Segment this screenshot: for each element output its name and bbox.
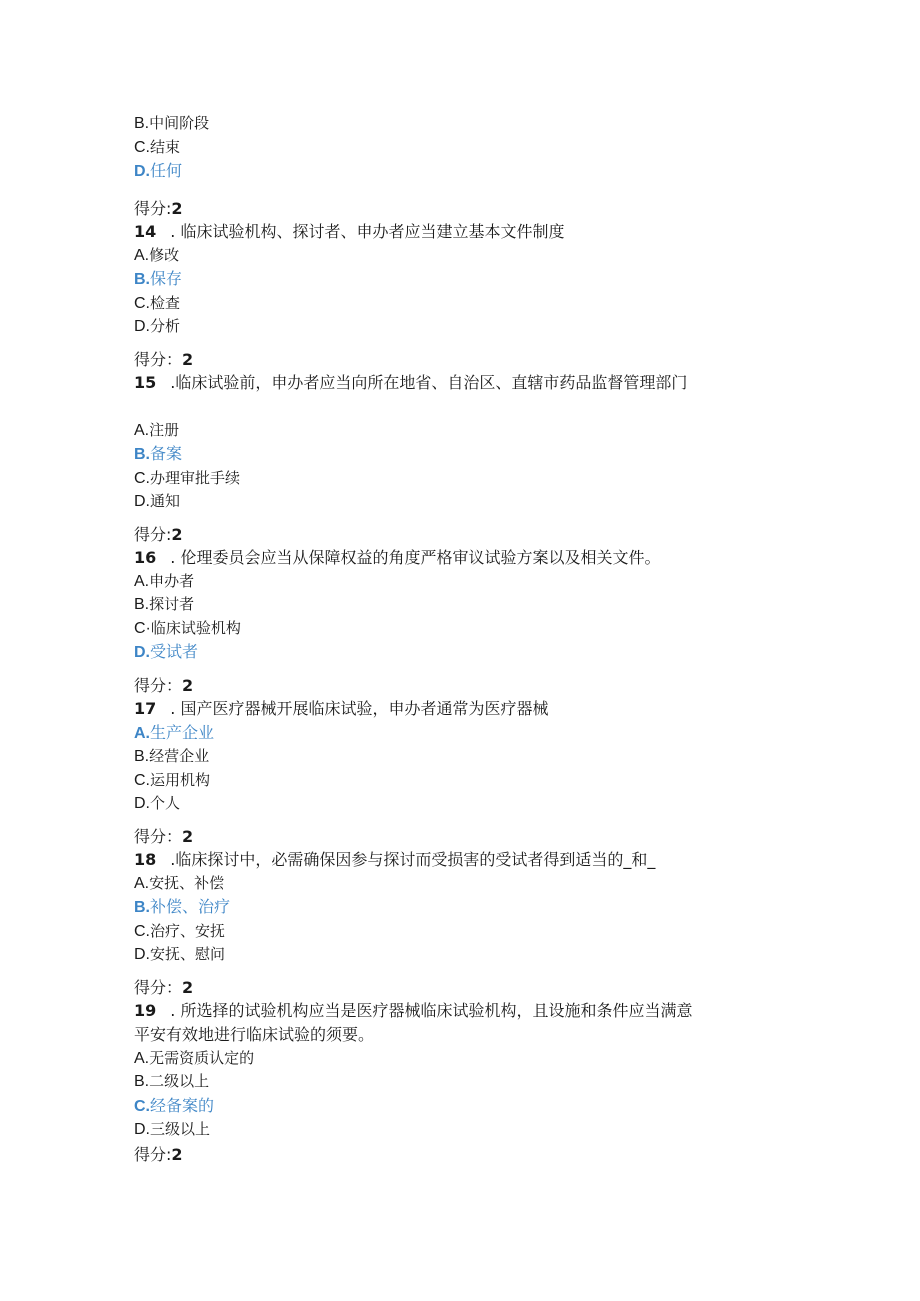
score-line: 得分：2 — [134, 675, 194, 695]
option-d: D.个人 — [134, 794, 181, 812]
question-text: 14 . 临床试验机构、探讨者、申办者应当建立基本文件制度 — [134, 221, 565, 241]
question-text: 18 .临床探讨中，必需确保因参与探讨而受损害的受试者得到适当的_和_ — [134, 849, 656, 869]
option-d: D.分析 — [134, 317, 181, 335]
option-d: D.安抚、慰问 — [134, 945, 226, 963]
option-b-correct: B.补偿、治疗 — [134, 897, 231, 916]
option-c: C.检查 — [134, 293, 181, 312]
option-c: C.治疗、安抚 — [134, 921, 226, 940]
option-c: C.结束 — [134, 137, 181, 156]
option-d-correct: D.任何 — [134, 161, 183, 180]
question-text: 16 . 伦理委员会应当从保障权益的角度严格审议试验方案以及相关文件。 — [134, 547, 661, 567]
score-line: 得分：2 — [134, 349, 194, 369]
option-b-correct: B.保存 — [134, 269, 183, 288]
score-line: 得分：2 — [134, 826, 194, 846]
score-line: 得分:2 — [134, 1144, 183, 1164]
score-line: 得分:2 — [134, 524, 183, 544]
option-b: B.探讨者 — [134, 595, 195, 613]
blank-line — [134, 395, 774, 419]
option-c: C.办理审批手续 — [134, 468, 241, 487]
option-c-correct: C.经备案的 — [134, 1095, 215, 1115]
option-a: A.安抚、补偿 — [134, 873, 225, 892]
option-c: C.运用机构 — [134, 770, 211, 789]
option-b: B.二级以上 — [134, 1072, 210, 1090]
exam-page — [134, 112, 774, 1166]
option-a: A.无需资质认定的 — [134, 1048, 255, 1067]
score-line: 得分:2 — [134, 198, 183, 218]
top-options — [134, 112, 774, 184]
option-a: A.修改 — [134, 245, 180, 264]
option-a: A.注册 — [134, 420, 180, 439]
question-block — [134, 999, 774, 1166]
option-d-correct: D.受试者 — [134, 642, 199, 661]
option-a: A.申办者 — [134, 571, 195, 590]
question-text: 19 . 所选择的试验机构应当是医疗器械临床试验机构，且设施和条件应当满意 — [134, 1000, 693, 1020]
option-b: B.中间阶段 — [134, 114, 210, 132]
score-line: 得分：2 — [134, 977, 194, 997]
question-block — [134, 220, 774, 371]
option-b: B.经营企业 — [134, 747, 210, 765]
question-text-continued: 平安有效地进行临床试验的须要。 — [134, 1024, 375, 1044]
question-text: 17 . 国产医疗器械开展临床试验，申办者通常为医疗器械 — [134, 698, 549, 718]
option-d: D.三级以上 — [134, 1120, 211, 1138]
question-block — [134, 848, 774, 999]
question-text: 15 .临床试验前，申办者应当向所在地省、自治区、直辖市药品监督管理部门 — [134, 372, 688, 392]
question-block — [134, 371, 774, 546]
question-block — [134, 697, 774, 848]
option-c: C·临床试验机构 — [134, 618, 241, 637]
option-d: D.通知 — [134, 492, 181, 510]
option-a-correct: A.生产企业 — [134, 722, 215, 742]
question-block — [134, 546, 774, 697]
option-b-correct: B.备案 — [134, 444, 183, 463]
